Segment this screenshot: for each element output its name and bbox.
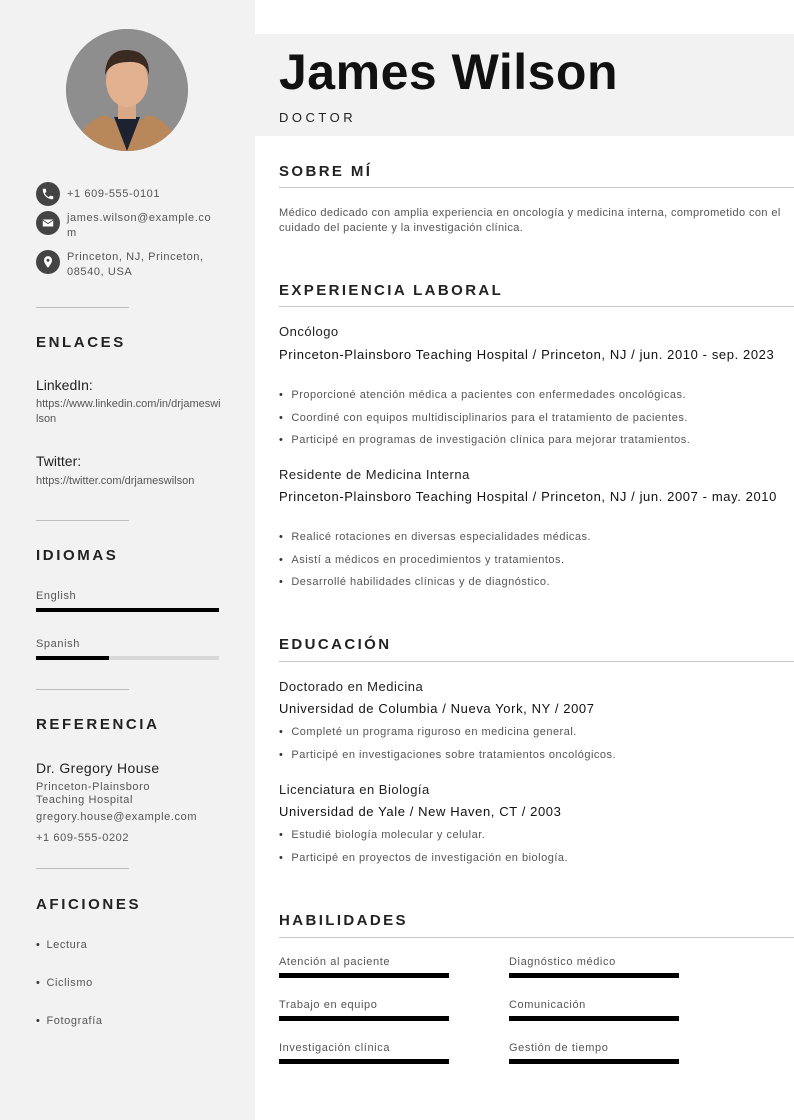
skill-name: Atención al paciente bbox=[279, 956, 391, 968]
language-level-fill bbox=[36, 656, 109, 660]
skill-level-bar bbox=[279, 973, 449, 978]
job-bullet: • Coordiné con equipos multidisciplinarios para el tratamiento de pacientes. bbox=[279, 412, 789, 424]
about-heading: SOBRE MÍ bbox=[279, 163, 373, 180]
education-bullet: • Participé en proyectos de investigación en biología. bbox=[279, 852, 789, 864]
section-rule bbox=[279, 187, 794, 188]
reference-email[interactable]: gregory.house@example.com bbox=[36, 811, 198, 823]
degree-title: Licenciatura en Biología bbox=[279, 782, 430, 797]
linkedin-label: LinkedIn: bbox=[36, 377, 93, 393]
skill-name: Diagnóstico médico bbox=[509, 956, 616, 968]
languages-heading: IDIOMAS bbox=[36, 547, 119, 564]
job-bullet: • Realicé rotaciones en diversas especialidades médicas. bbox=[279, 531, 789, 543]
job-title: DOCTOR bbox=[279, 110, 357, 125]
job-bullet: • Proporcioné atención médica a pacientes con enfermedades oncológicas. bbox=[279, 389, 789, 401]
divider bbox=[36, 868, 129, 869]
skill-level-fill bbox=[509, 1059, 679, 1064]
skill-level-fill bbox=[279, 1059, 449, 1064]
experience-heading: EXPERIENCIA LABORAL bbox=[279, 282, 504, 299]
job-bullet: • Asistí a médicos en procedimientos y tratamientos. bbox=[279, 554, 789, 566]
job-role: Residente de Medicina Interna bbox=[279, 467, 470, 482]
contact-phone-text: +1 609-555-0101 bbox=[67, 188, 161, 200]
job-bullet: • Desarrollé habilidades clínicas y de diagnóstico. bbox=[279, 576, 789, 588]
skill-level-bar bbox=[279, 1059, 449, 1064]
skill-level-bar bbox=[509, 1016, 679, 1021]
skill-level-fill bbox=[509, 973, 679, 978]
education-heading: EDUCACIÓN bbox=[279, 636, 392, 653]
skill-level-fill bbox=[279, 973, 449, 978]
school: Universidad de Columbia / Nueva York, NY / 2007 bbox=[279, 701, 595, 716]
education-bullet: • Participé en investigaciones sobre tratamientos oncológicos. bbox=[279, 749, 789, 761]
envelope-icon bbox=[36, 211, 60, 235]
location-pin-icon bbox=[36, 250, 60, 274]
language-level-fill bbox=[36, 608, 219, 612]
profile-photo bbox=[66, 29, 188, 151]
language-level-bar bbox=[36, 656, 219, 660]
hobby-item: • Fotografía bbox=[36, 1015, 103, 1027]
language-name: Spanish bbox=[36, 638, 80, 650]
candidate-name: James Wilson bbox=[279, 44, 619, 100]
job-organization: Princeton-Plainsboro Teaching Hospital / Princeton, NJ / jun. 2010 - sep. 2023 bbox=[279, 347, 775, 362]
education-bullet: • Completé un programa riguroso en medicina general. bbox=[279, 726, 789, 738]
job-role: Oncólogo bbox=[279, 324, 339, 339]
contact-email-text[interactable]: james.wilson@example.com bbox=[67, 212, 212, 239]
skill-name: Gestión de tiempo bbox=[509, 1042, 609, 1054]
reference-heading: REFERENCIA bbox=[36, 716, 160, 733]
section-rule bbox=[279, 661, 794, 662]
contact-address bbox=[36, 250, 213, 280]
language-level-bar bbox=[36, 608, 219, 612]
twitter-link[interactable]: https://twitter.com/drjameswilson bbox=[36, 475, 195, 487]
job-bullet: • Participé en programas de investigación clínica para mejorar tratamientos. bbox=[279, 434, 789, 446]
skill-level-fill bbox=[509, 1016, 679, 1021]
education-bullet: • Estudié biología molecular y celular. bbox=[279, 829, 789, 841]
about-text: Médico dedicado con amplia experiencia en oncología y medicina interna, comprometido con el cuidado del paciente y la investigación clínica. bbox=[279, 207, 781, 234]
skills-heading: HABILIDADES bbox=[279, 912, 408, 929]
divider bbox=[36, 520, 129, 521]
skill-name: Investigación clínica bbox=[279, 1042, 391, 1054]
skill-level-fill bbox=[279, 1016, 449, 1021]
reference-org: Princeton-Plainsboro Teaching Hospital bbox=[36, 781, 151, 806]
hobby-item: • Ciclismo bbox=[36, 977, 93, 989]
divider bbox=[36, 689, 129, 690]
contact-address-text: Princeton, NJ, Princeton, 08540, USA bbox=[67, 251, 204, 278]
hobby-item: • Lectura bbox=[36, 939, 87, 951]
contact-phone bbox=[36, 182, 213, 206]
skill-name: Trabajo en equipo bbox=[279, 999, 378, 1011]
phone-icon bbox=[36, 182, 60, 206]
linkedin-link[interactable]: https://www.linkedin.com/in/drjameswilson bbox=[36, 398, 221, 425]
hobbies-heading: AFICIONES bbox=[36, 896, 142, 913]
section-rule bbox=[279, 937, 794, 938]
job-organization: Princeton-Plainsboro Teaching Hospital / Princeton, NJ / jun. 2007 - may. 2010 bbox=[279, 489, 777, 504]
section-rule bbox=[279, 306, 794, 307]
contact-email bbox=[36, 211, 213, 241]
skill-level-bar bbox=[509, 1059, 679, 1064]
school: Universidad de Yale / New Haven, CT / 2003 bbox=[279, 804, 562, 819]
skill-name: Comunicación bbox=[509, 999, 586, 1011]
language-name: English bbox=[36, 590, 77, 602]
links-heading: ENLACES bbox=[36, 334, 126, 351]
twitter-label: Twitter: bbox=[36, 453, 82, 469]
skill-level-bar bbox=[509, 973, 679, 978]
divider bbox=[36, 307, 129, 308]
reference-phone: +1 609-555-0202 bbox=[36, 832, 130, 844]
reference-name: Dr. Gregory House bbox=[36, 760, 160, 776]
skill-level-bar bbox=[279, 1016, 449, 1021]
degree-title: Doctorado en Medicina bbox=[279, 679, 424, 694]
